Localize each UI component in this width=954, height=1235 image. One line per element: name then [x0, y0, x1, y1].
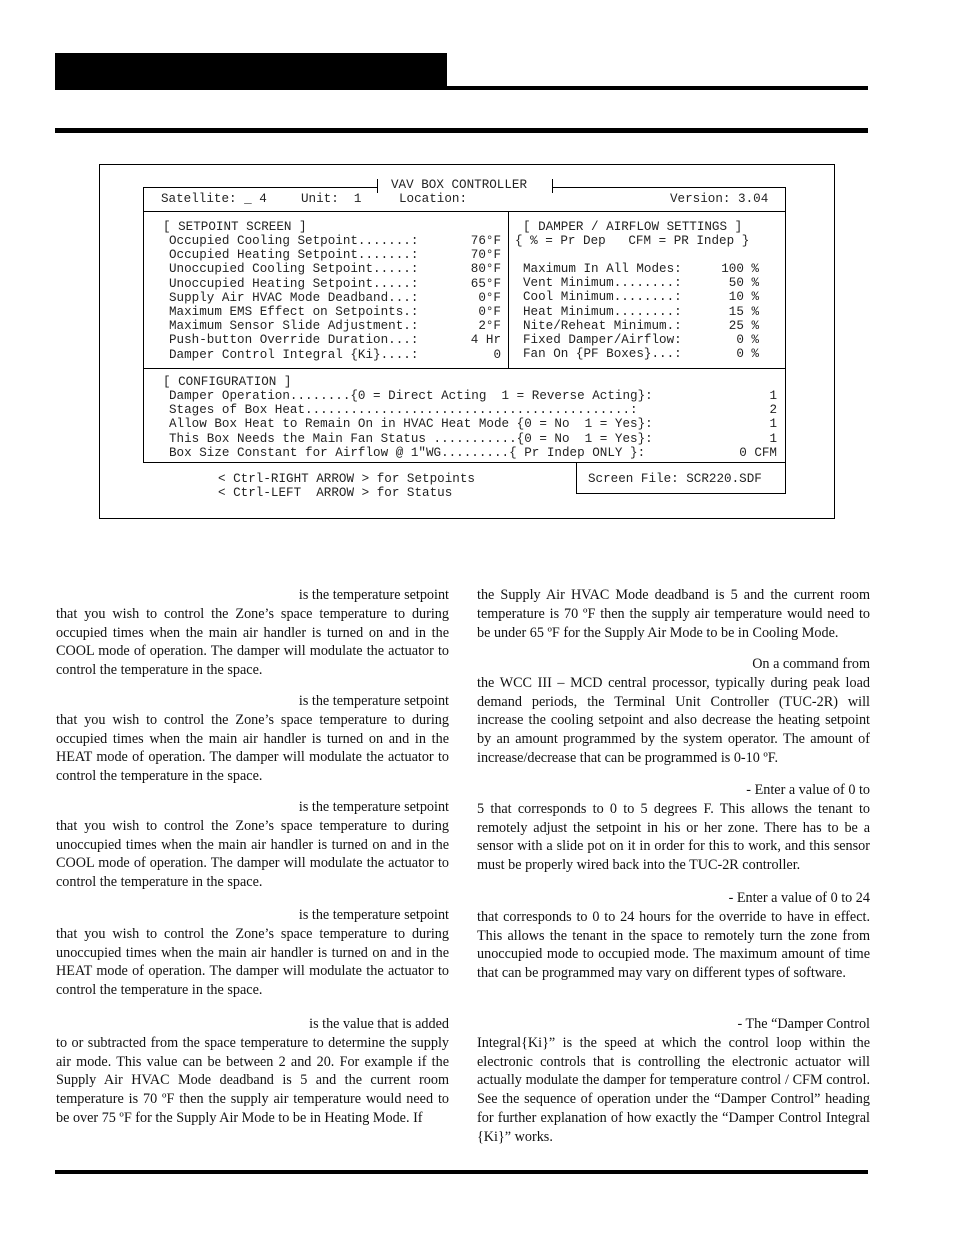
damper-row: [523, 305, 759, 319]
damper-label: Cool Minimum........:: [523, 290, 682, 305]
paragraph-lead: - Enter a value of 0 to 24: [728, 890, 870, 906]
damper-row: [523, 319, 759, 333]
damper-value: 50 %: [728, 276, 759, 291]
config-row: [169, 403, 777, 417]
setpoint-value: 76°F: [470, 234, 501, 248]
paragraph-body: that you wish to control the Zone’s space temperature to during unoccupied times when the main air handler is turned on and in the HEAT mode of operation. The damper will modulate the actuator to control the temperature in the space.: [56, 925, 449, 999]
setpoint-value: 4 Hr: [470, 333, 501, 348]
header-rule-lower: [55, 128, 868, 133]
setpoint-label: Push-button Override Duration...:: [169, 333, 419, 348]
setpoint-label: Occupied Heating Setpoint.......:: [169, 248, 419, 263]
config-value: 1: [769, 389, 777, 403]
paragraph-body: the WCC III – MCD central processor, typically during peak load demand periods, the Terminal Unit Controller (TUC-2R) will increase the cooling setpoint and also decrease the heating setpoint by an amount programmed by the system operator. The amount of increase/decrease that can be programmed is 0-10 ºF.: [477, 674, 870, 766]
paragraph: [56, 1015, 449, 1128]
damper-value: 0 %: [736, 332, 759, 347]
config-label: This Box Needs the Main Fan Status ...........{0 = No 1 = Yes}:: [169, 431, 653, 446]
paragraph: [477, 586, 870, 642]
setpoint-row: [169, 333, 501, 347]
damper-list: [523, 262, 759, 361]
location-field: Location:: [399, 192, 468, 206]
config-row: [169, 446, 777, 460]
setpoint-row: [169, 319, 501, 333]
damper-label: Vent Minimum........:: [523, 276, 682, 291]
paragraph-body: to or subtracted from the space temperature to determine the supply air mode. This value can be between 2 and 20. For example if the Supply Air HVAC Mode deadband is 5 and the current room temperature is 70 ºF then the supply air temperature would need to be over 75 ºF for the Supply Air Mode to be in Heating Mode. If: [56, 1034, 449, 1126]
paragraph: [56, 798, 449, 892]
paragraph-body: 5 that corresponds to 0 to 5 degrees F. This allows the tenant to remotely adjust the setpoint in his or her zone. There has to be a sensor with a slide pot on it in order for this to work, and this sensor must be properly wired back into the TUC-2R controller.: [477, 800, 870, 874]
setpoint-value: 0°F: [478, 304, 501, 319]
setpoint-label: Unoccupied Cooling Setpoint.....:: [169, 262, 419, 277]
setpoint-value: 65°F: [470, 276, 501, 291]
config-value: 1: [769, 417, 777, 432]
damper-label: Maximum In All Modes:: [523, 262, 682, 276]
config-value: 1: [769, 431, 777, 446]
unit-field: Unit: 1: [301, 192, 362, 206]
setpoint-list: [169, 234, 501, 362]
damper-heading: [ DAMPER / AIRFLOW SETTINGS ]: [523, 220, 743, 234]
paragraph-lead: is the temperature setpoint: [298, 693, 449, 709]
setpoint-label: Occupied Cooling Setpoint.......:: [169, 234, 419, 248]
panel-divider: [508, 211, 509, 369]
damper-legend: { % = Pr Dep CFM = PR Indep }: [515, 234, 750, 248]
setpoint-value: 2°F: [478, 319, 501, 334]
config-list: [169, 389, 777, 460]
setpoint-row: [169, 348, 501, 362]
config-label: Stages of Box Heat...........................................:: [169, 403, 638, 418]
config-label: Damper Operation........{0 = Direct Acting 1 = Reverse Acting}:: [169, 389, 653, 403]
damper-label: Fixed Damper/Airflow:: [523, 332, 682, 347]
paragraph-lead: - The “Damper Control: [737, 1016, 870, 1032]
screen-file-label: Screen File: SCR220.SDF: [588, 472, 762, 486]
damper-row: [523, 276, 759, 290]
config-row: [169, 432, 777, 446]
config-row: [169, 417, 777, 431]
setpoint-row: [169, 234, 501, 248]
satellite-field: Satellite: _ 4: [161, 192, 267, 206]
setpoint-row: [169, 262, 501, 276]
setpoint-value: 70°F: [470, 248, 501, 263]
paragraph: [477, 655, 870, 768]
damper-label: Fan On {PF Boxes}...:: [523, 347, 682, 362]
footer-rule: [55, 1170, 868, 1174]
damper-value: 0 %: [736, 347, 759, 362]
header-black-block: [55, 53, 447, 88]
damper-row: [523, 290, 759, 304]
paragraph-body: that you wish to control the Zone’s space temperature to during unoccupied times when the main air handler is turned on and in the COOL mode of operation. The damper will modulate the actuator to control the temperature in the space.: [56, 817, 449, 891]
damper-label: Heat Minimum........:: [523, 304, 682, 319]
paragraph: [477, 781, 870, 875]
setpoint-label: Maximum Sensor Slide Adjustment.:: [169, 319, 419, 334]
nav-hint-setpoints: < Ctrl-RIGHT ARROW > for Setpoints: [218, 472, 475, 486]
paragraph: [56, 906, 449, 1000]
damper-value: 15 %: [728, 304, 759, 319]
damper-row: [523, 347, 759, 361]
setpoint-row: [169, 277, 501, 291]
paragraph-body: that corresponds to 0 to 24 hours for the override to have in effect. This allows the tenant in the space to remotely turn the zone from unoccupied mode to occupied mode. The maximum amount of time that can be programmed may vary on different types of software.: [477, 908, 870, 982]
paragraph-lead: is the temperature setpoint: [298, 799, 449, 815]
config-row: [169, 389, 777, 403]
setpoint-heading: [ SETPOINT SCREEN ]: [163, 220, 307, 234]
paragraph-lead: On a command from: [752, 656, 870, 672]
paragraph-body: that you wish to control the Zone’s space temperature to during occupied times when the main air handler is turned on and in the HEAT mode of operation. The damper will modulate the actuator to control the temperature in the space.: [56, 711, 449, 785]
setpoint-row: [169, 305, 501, 319]
config-heading: [ CONFIGURATION ]: [163, 375, 292, 389]
config-label: Box Size Constant for Airflow @ 1"WG.........{ Pr Indep ONLY }:: [169, 445, 646, 460]
setpoint-value: 80°F: [470, 262, 501, 277]
paragraph-lead: is the temperature setpoint: [298, 587, 449, 603]
paragraph: [56, 586, 449, 680]
damper-value: 10 %: [728, 290, 759, 305]
paragraph-body: the Supply Air HVAC Mode deadband is 5 and the current room temperature is 70 ºF then the supply air temperature would need to be under 65 ºF for the Supply Air Mode to be in Cooling Mode.: [477, 587, 870, 641]
screen-figure: [99, 164, 835, 519]
damper-row: [523, 333, 759, 347]
setpoint-value: 0: [493, 347, 501, 362]
paragraph-body: that you wish to control the Zone’s space temperature to during occupied times when the main air handler is turned on and in the COOL mode of operation. The damper will modulate the actuator to control the temperature in the space.: [56, 605, 449, 679]
config-value: 2: [769, 403, 777, 418]
paragraph-lead: is the temperature setpoint: [298, 907, 449, 923]
setpoint-label: Unoccupied Heating Setpoint.....:: [169, 276, 419, 291]
paragraph: [477, 1015, 870, 1147]
setpoint-label: Maximum EMS Effect on Setpoints.:: [169, 304, 419, 319]
setpoint-row: [169, 291, 501, 305]
paragraph: [56, 692, 449, 786]
config-label: Allow Box Heat to Remain On in HVAC Heat Mode {0 = No 1 = Yes}:: [169, 417, 653, 432]
paragraph-lead: - Enter a value of 0 to: [746, 782, 870, 798]
config-value: 0 CFM: [739, 445, 777, 460]
setpoint-label: Damper Control Integral {Ki}....:: [169, 347, 419, 362]
paragraph: [477, 889, 870, 983]
damper-value: 100 %: [721, 262, 759, 276]
damper-label: Nite/Reheat Minimum.:: [523, 318, 682, 333]
setpoint-row: [169, 248, 501, 262]
damper-row: [523, 262, 759, 276]
header-rule: [55, 86, 868, 90]
paragraph-lead: is the value that is added: [309, 1016, 449, 1032]
damper-value: 25 %: [728, 318, 759, 333]
nav-hint-status: < Ctrl-LEFT ARROW > for Status: [218, 486, 453, 500]
setpoint-label: Supply Air HVAC Mode Deadband...:: [169, 290, 419, 305]
paragraph-body: Integral{Ki}” is the speed at which the control loop within the electronic controls that is controlling the electronic actuator will actually modulate the damper for temperature control / CFM control. See the sequence of operation under the “Damper Control” heading for further explanation of how exactly the “Damper Control Integral {Ki}” works.: [477, 1034, 870, 1145]
setpoint-value: 0°F: [478, 290, 501, 305]
screen-title: VAV BOX CONTROLLER: [391, 178, 528, 192]
version-label: Version: 3.04: [670, 192, 769, 206]
